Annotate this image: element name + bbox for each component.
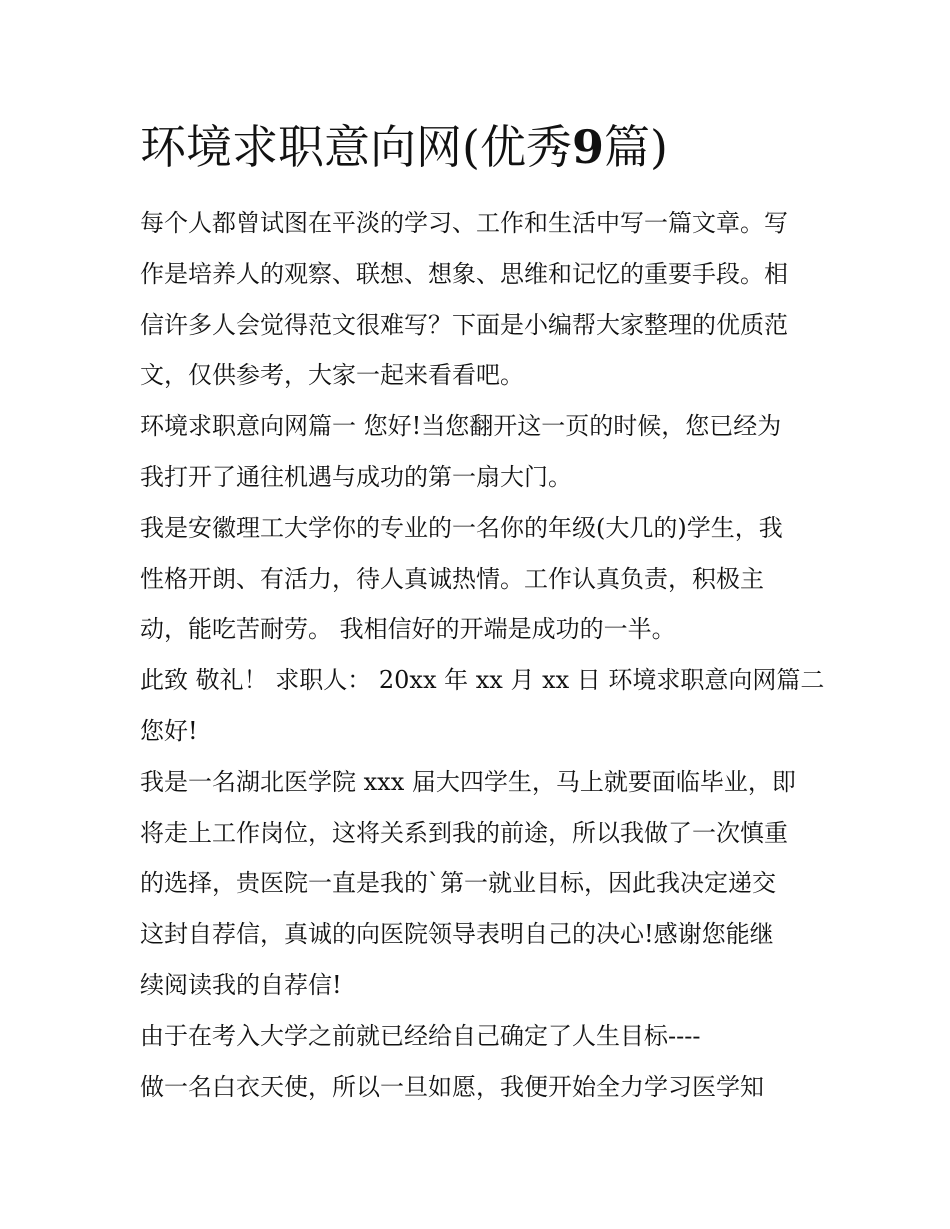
body-line: 动，能吃苦耐劳。 我相信好的开端是成功的一半。 (140, 615, 676, 644)
body-line: 我打开了通往机遇与成功的第一扇大门。 (140, 462, 572, 491)
body-line: 由于在考入大学之前就已经给自己确定了人生目标---- (140, 1021, 701, 1050)
body-line: 的选择，贵医院一直是我的`第一就业目标，因此我决定递交 (140, 869, 776, 898)
document-body (140, 198, 825, 1112)
title-number: 9 (571, 120, 604, 174)
body-line: 此致 敬礼！ 求职人： 20xx 年 xx 月 xx 日 环境求职意向网篇二 (140, 666, 825, 695)
body-line: 作是培养人的观察、联想、想象、思维和记忆的重要手段。相 (140, 259, 788, 288)
title-prefix: 环境求职意向网(优秀 (140, 120, 572, 174)
title-suffix: 篇) (603, 120, 668, 174)
document-title (140, 114, 820, 180)
body-line: 做一名白衣天使，所以一旦如愿，我便开始全力学习医学知 (140, 1072, 764, 1101)
body-line: 文，仅供参考，大家一起来看看吧。 (140, 361, 524, 390)
body-line: 您好! (140, 716, 198, 745)
body-line: 环境求职意向网篇一 您好!当您翻开这一页的时候，您已经为 (140, 412, 782, 441)
body-line: 每个人都曾试图在平淡的学习、工作和生活中写一篇文章。写 (140, 209, 788, 237)
body-line: 将走上工作岗位，这将关系到我的前途，所以我做了一次慎重 (140, 818, 788, 847)
body-line: 续阅读我的自荐信! (140, 970, 342, 999)
body-line: 我是安徽理工大学你的专业的一名你的年级(大几的)学生，我 (140, 513, 783, 542)
body-line: 信许多人会觉得范文很难写？下面是小编帮大家整理的优质范 (140, 310, 788, 339)
body-line: 这封自荐信，真诚的向医院领导表明自己的决心!感谢您能继 (140, 920, 774, 949)
body-line: 我是一名湖北医学院 xxx 届大四学生，马上就要面临毕业，即 (140, 767, 796, 796)
body-line: 性格开朗、有活力，待人真诚热情。工作认真负责，积极主 (140, 564, 764, 593)
